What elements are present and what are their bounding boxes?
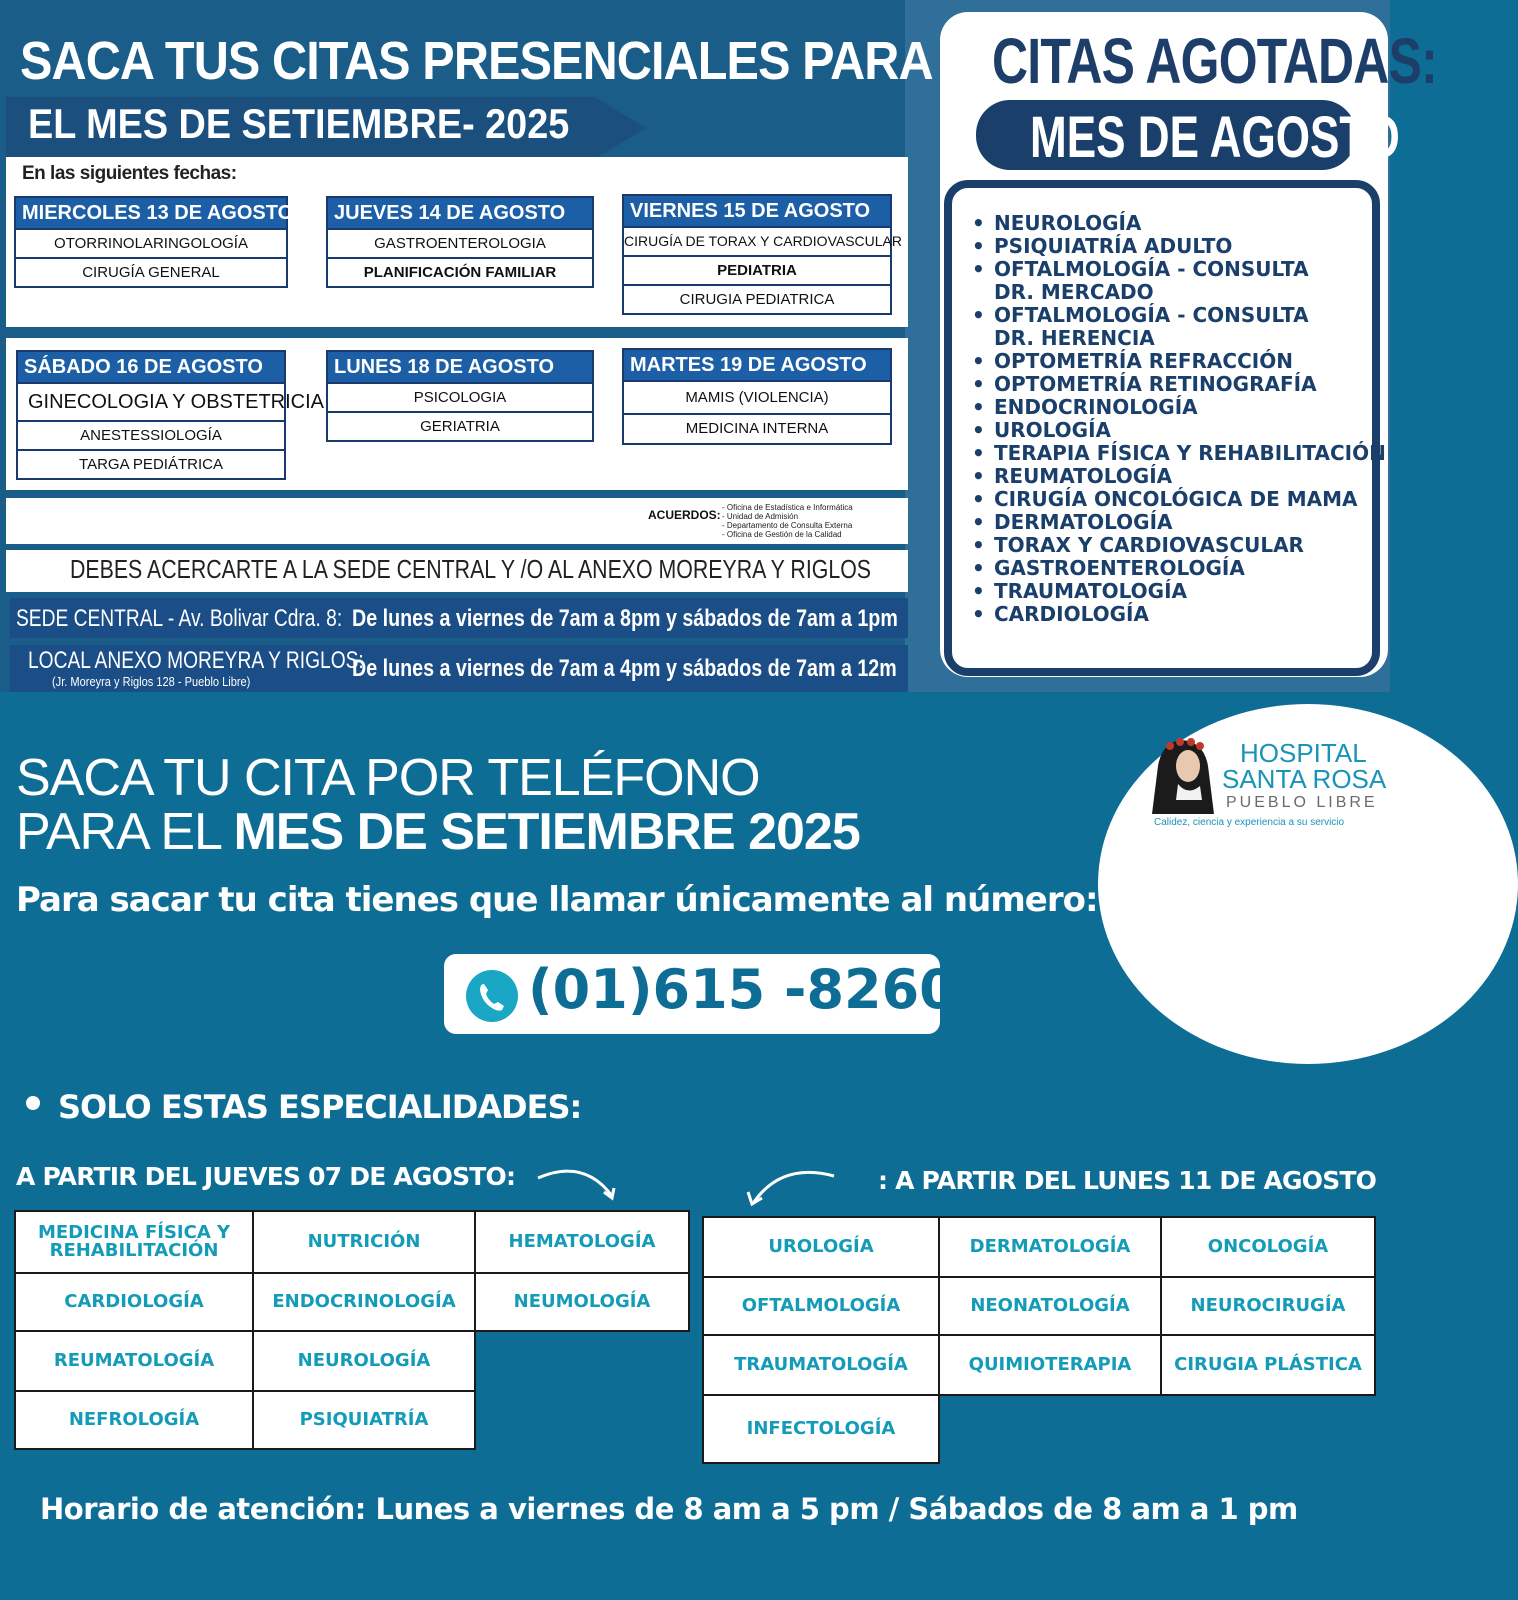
especialidad-cell: INFECTOLOGÍA <box>702 1394 940 1464</box>
especialidad-cell: DERMATOLOGÍA <box>938 1216 1162 1278</box>
especialidad-cell: PSIQUIATRÍA <box>252 1390 476 1450</box>
hospital-name <box>1222 738 1387 794</box>
especialidad-cell: NUTRICIÓN <box>252 1210 476 1274</box>
agotadas-item: • REUMATOLOGÍA <box>972 465 1386 488</box>
telefono-title-bold: MES DE SETIEMBRE 2025 <box>233 803 860 861</box>
agotadas-item-doctor: DR. HERENCIA <box>994 326 1155 350</box>
presencial-title: SACA TUS CITAS PRESENCIALES PARA <box>20 31 933 91</box>
date-specialty: MEDICINA INTERNA <box>624 413 890 443</box>
especialidad-cell: NEFROLOGÍA <box>14 1390 254 1450</box>
anexo-row <box>10 645 908 692</box>
curved-arrow-left-icon <box>742 1162 838 1210</box>
agotadas-item: • CARDIOLOGÍA <box>972 603 1386 626</box>
especialidad-cell: UROLOGÍA <box>702 1216 940 1278</box>
sede-central-label: SEDE CENTRAL - Av. Bolivar Cdra. 8: <box>16 605 343 632</box>
date-box-sabado <box>16 350 325 480</box>
date-box-miercoles <box>14 196 294 288</box>
especialidad-cell: CARDIOLOGÍA <box>14 1272 254 1332</box>
date-head: MARTES 19 DE AGOSTO <box>624 350 890 380</box>
date-specialty: PEDIATRIA <box>624 255 890 284</box>
date-box-viernes <box>622 194 903 315</box>
especialidad-cell: OFTALMOLOGÍA <box>702 1276 940 1336</box>
date-head: SÁBADO 16 DE AGOSTO <box>18 352 284 382</box>
especialidad-cell: HEMATOLOGÍA <box>474 1210 690 1274</box>
especialidad-cell: TRAUMATOLOGÍA <box>702 1334 940 1396</box>
especialidad-cell: NEUROCIRUGÍA <box>1160 1276 1376 1336</box>
date-head: VIERNES 15 DE AGOSTO <box>624 196 890 226</box>
agotadas-month: MES DE AGOSTO <box>1030 105 1400 170</box>
agotadas-item: • PSIQUIATRÍA ADULTO <box>972 235 1386 258</box>
especialidad-cell: MEDICINA FÍSICA Y REHABILITACIÓN <box>14 1210 254 1274</box>
date-box-martes <box>622 348 892 445</box>
date-head: JUEVES 14 DE AGOSTO <box>328 198 592 228</box>
debes-text: DEBES ACERCARTE A LA SEDE CENTRAL Y /O AL ANEXO MOREYRA Y RIGLOS <box>70 554 871 584</box>
agotadas-item: • GASTROENTEROLOGÍA <box>972 557 1386 580</box>
agotadas-item: • NEUROLOGÍA <box>972 212 1386 235</box>
date-head: LUNES 18 DE AGOSTO <box>328 352 592 382</box>
agotadas-item: • TERAPIA FÍSICA Y REHABILITACIÓN <box>972 442 1386 465</box>
acuerdos-item: - Oficina de Gestión de la Calidad <box>722 530 842 539</box>
phone-number[interactable]: (01)615 -8260 <box>528 958 957 1021</box>
telefono-instruction: Para sacar tu cita tienes que llamar únicamente al número: <box>16 880 1098 920</box>
presencial-subtitle: EL MES DE SETIEMBRE- 2025 <box>28 100 570 147</box>
especialidad-cell: CIRUGIA PLÁSTICA <box>1160 1334 1376 1396</box>
bullet-icon <box>26 1096 40 1110</box>
fechas-label: En las siguientes fechas: <box>22 163 237 184</box>
agotadas-item: • OPTOMETRÍA RETINOGRAFÍA <box>972 373 1386 396</box>
date-specialty: PLANIFICACIÓN FAMILIAR <box>328 257 592 286</box>
phone-icon <box>466 970 518 1022</box>
telefono-title-line2 <box>16 802 860 862</box>
hospital-tagline: Calidez, ciencia y experiencia a su servicio <box>1154 817 1345 828</box>
date-specialty: CIRUGIA PEDIATRICA <box>624 284 890 313</box>
acuerdos-list <box>722 503 853 539</box>
telefono-title-prefix: PARA EL <box>16 803 234 861</box>
especialidad-cell: NEUMOLOGÍA <box>474 1272 690 1332</box>
agotadas-item: • CIRUGÍA ONCOLÓGICA DE MAMA <box>972 488 1386 511</box>
especialidad-cell: NEUROLOGÍA <box>252 1330 476 1392</box>
grupo2-label: : A PARTIR DEL LUNES 11 DE AGOSTO <box>878 1166 1377 1195</box>
agotadas-item: • TORAX Y CARDIOVASCULAR <box>972 534 1386 557</box>
horario-atencion: Horario de atención: Lunes a viernes de 8 am a 5 pm / Sábados de 8 am a 1 pm <box>40 1492 1298 1526</box>
solo-especialidades: SOLO ESTAS ESPECIALIDADES: <box>58 1088 582 1126</box>
acuerdos-item: - Oficina de Estadística e Informática <box>722 503 853 512</box>
especialidad-cell: QUIMIOTERAPIA <box>938 1334 1162 1396</box>
agotadas-item-doctor: DR. MERCADO <box>994 280 1154 304</box>
agotadas-item: • OFTALMOLOGÍA - CONSULTA <box>972 304 1386 327</box>
hospital-district: PUEBLO LIBRE <box>1226 794 1378 811</box>
agotadas-item: • TRAUMATOLOGÍA <box>972 580 1386 603</box>
date-specialty: ANESTESSIOLOGÍA <box>18 420 284 449</box>
date-head: MIERCOLES 13 DE AGOSTO <box>16 198 286 228</box>
especialidad-cell: ENDOCRINOLOGÍA <box>252 1272 476 1332</box>
sede-central-hours: De lunes a viernes de 7am a 8pm y sábados de 7am a 1pm <box>352 605 898 632</box>
curved-arrow-right-icon <box>534 1158 624 1206</box>
telefono-title-line1: SACA TU CITA POR TELÉFONO <box>16 749 760 807</box>
especialidad-cell: REUMATOLOGÍA <box>14 1330 254 1392</box>
hospital-name-line1: HOSPITAL <box>1240 738 1367 768</box>
date-specialty: PSICOLOGIA <box>328 382 592 411</box>
agotadas-item: • OFTALMOLOGÍA - CONSULTA <box>972 258 1386 281</box>
especialidad-cell: ONCOLOGÍA <box>1160 1216 1376 1278</box>
date-specialty: GERIATRIA <box>328 411 592 440</box>
date-specialty: CIRUGÍA DE TORAX Y CARDIOVASCULAR <box>624 226 890 255</box>
date-specialty: OTORRINOLARINGOLOGÍA <box>16 228 286 257</box>
agotadas-item: • DERMATOLOGÍA <box>972 511 1386 534</box>
acuerdos-label: ACUERDOS: <box>648 508 721 522</box>
hospital-name-line2: SANTA ROSA <box>1222 764 1387 794</box>
date-specialty: GINECOLOGIA Y OBSTETRICIA <box>18 382 284 420</box>
date-specialty: GASTROENTEROLOGIA <box>328 228 592 257</box>
grupo1-label: A PARTIR DEL JUEVES 07 DE AGOSTO: <box>16 1162 516 1191</box>
anexo-hours: De lunes a viernes de 7am a 4pm y sábados de 7am a 12m <box>352 655 897 682</box>
date-specialty: TARGA PEDIÁTRICA <box>18 449 284 478</box>
sede-central-row <box>10 598 908 638</box>
date-box-jueves <box>326 196 594 288</box>
date-specialty: CIRUGÍA GENERAL <box>16 257 286 286</box>
agotadas-item: • ENDOCRINOLOGÍA <box>972 396 1386 419</box>
agotadas-title: CITAS AGOTADAS: <box>992 25 1437 97</box>
agotadas-item: • OPTOMETRÍA REFRACCIÓN <box>972 350 1386 373</box>
acuerdos-item: - Unidad de Admisión <box>722 512 799 521</box>
anexo-label: LOCAL ANEXO MOREYRA Y RIGLOS: <box>28 647 364 674</box>
acuerdos-item: - Departamento de Consulta Externa <box>722 521 853 530</box>
agotadas-list <box>972 212 1386 626</box>
agotadas-item: • UROLOGÍA <box>972 419 1386 442</box>
date-box-lunes <box>326 350 594 442</box>
especialidad-cell: NEONATOLOGÍA <box>938 1276 1162 1336</box>
date-specialty: MAMIS (VIOLENCIA) <box>624 380 890 413</box>
santa-rosa-portrait-icon <box>1148 736 1216 814</box>
anexo-address: (Jr. Moreyra y Riglos 128 - Pueblo Libre) <box>52 674 251 689</box>
